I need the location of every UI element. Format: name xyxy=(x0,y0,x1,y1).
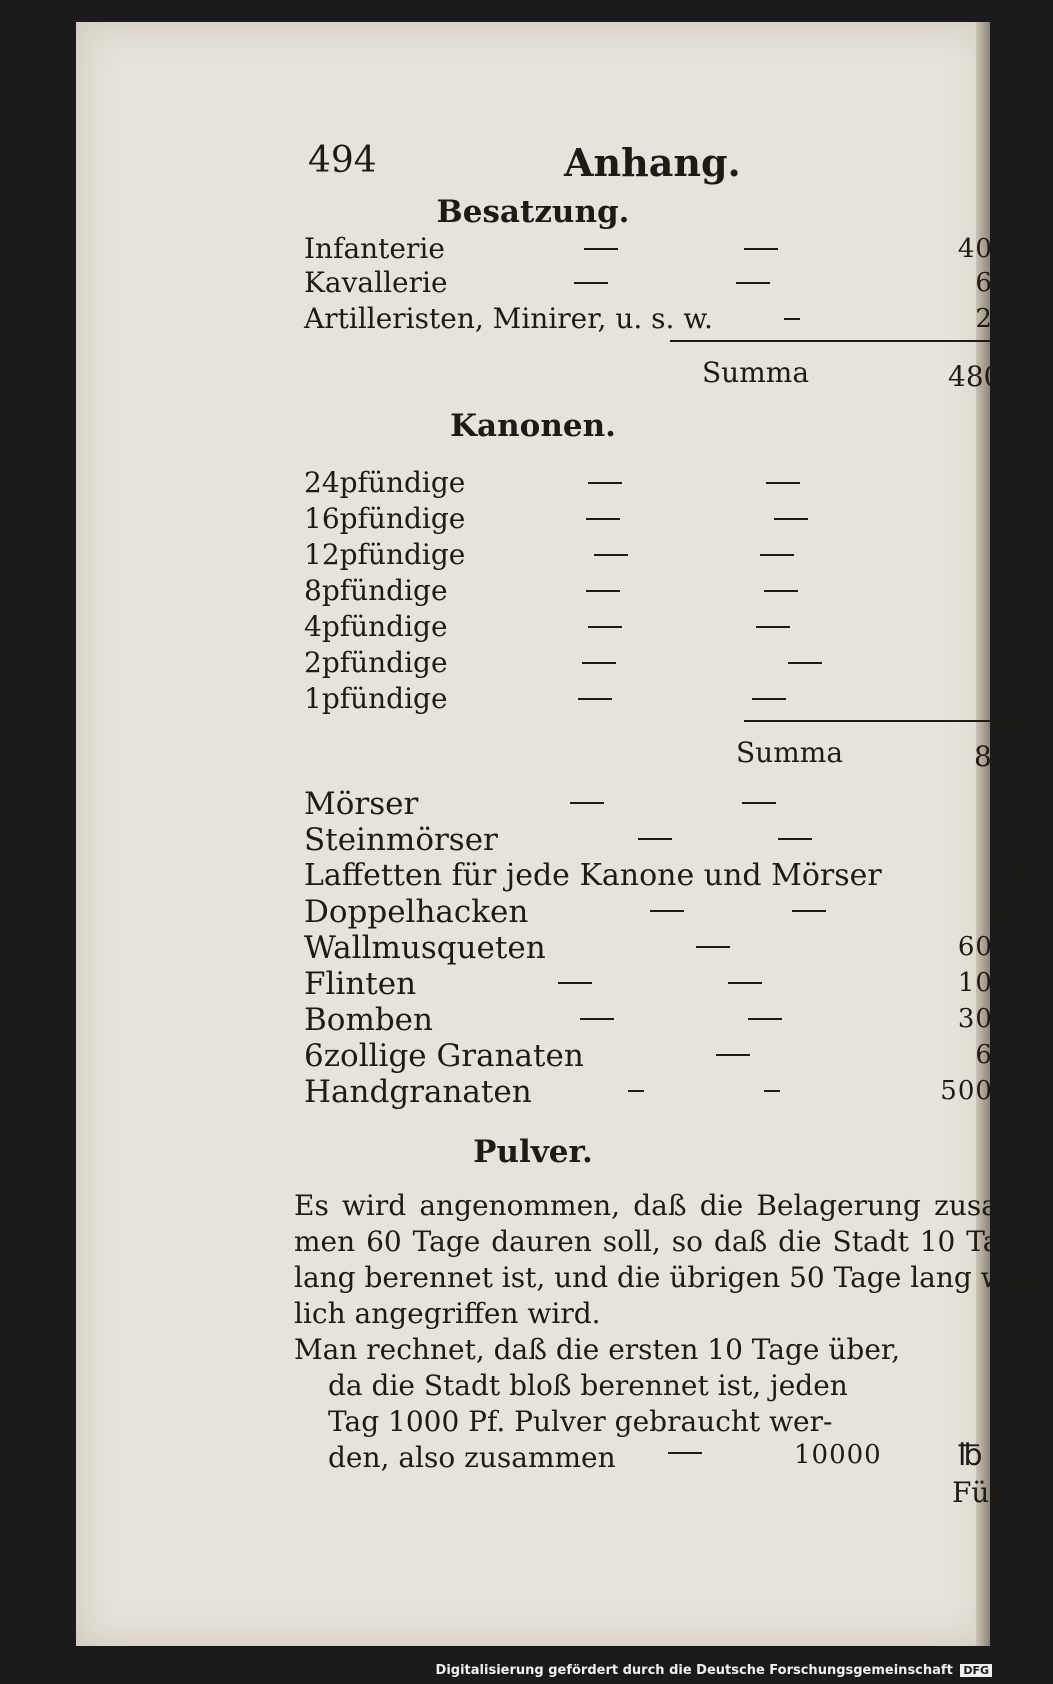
text-line: den, also zusammen xyxy=(328,1441,616,1474)
leader-dash xyxy=(716,1054,750,1056)
catchword: Für xyxy=(952,1476,1003,1509)
table-row xyxy=(304,682,1028,718)
sum-value: 4800 xyxy=(948,360,1020,393)
row-label: Steinmörser xyxy=(304,822,498,858)
row-label: Infanterie xyxy=(304,232,445,265)
leader-dash xyxy=(594,554,628,556)
leader-dash xyxy=(668,1452,702,1454)
row-label: 8pfündige xyxy=(304,574,448,607)
table-row xyxy=(304,822,1028,858)
section-title-kanonen: Kanonen. xyxy=(450,408,616,444)
row-label: 4pfündige xyxy=(304,610,448,643)
row-value: 10 xyxy=(992,504,1028,534)
table-row xyxy=(304,966,1028,1002)
leader-dash xyxy=(760,554,794,556)
table-row xyxy=(304,232,1028,268)
row-value: 50000 xyxy=(940,1076,1028,1106)
row-value: 1000 xyxy=(957,968,1028,998)
leader-dash xyxy=(774,518,808,520)
leader-dash xyxy=(742,802,776,804)
paragraph xyxy=(294,1188,1053,1332)
leader-dash xyxy=(582,662,616,664)
leader-dash xyxy=(784,318,800,320)
row-label: 2pfündige xyxy=(304,646,448,679)
row-label: Artilleristen, Minirer, u. s. w. xyxy=(304,302,713,335)
leader-dash xyxy=(586,518,620,520)
running-title: Anhang. xyxy=(564,140,741,185)
digitization-footer xyxy=(436,1663,992,1678)
table-row xyxy=(304,610,1028,646)
leader-dash xyxy=(752,698,786,700)
leader-dash xyxy=(650,910,684,912)
leader-dash xyxy=(766,482,800,484)
section-title-besatzung: Besatzung. xyxy=(436,194,630,230)
table-row xyxy=(304,1002,1028,1038)
row-label: Bomben xyxy=(304,1002,433,1038)
row-label: Wallmusqueten xyxy=(304,930,546,966)
row-value: 60 xyxy=(992,896,1028,926)
row-label: 12pfündige xyxy=(304,538,466,571)
table-row xyxy=(304,266,1028,302)
row-value: 8 xyxy=(1010,824,1028,854)
leader-dash xyxy=(586,590,620,592)
leader-dash xyxy=(756,626,790,628)
leader-dash xyxy=(558,982,592,984)
table-row xyxy=(304,1074,1028,1110)
text-line: da die Stadt bloß berennet ist, jeden xyxy=(328,1369,848,1402)
paragraph xyxy=(294,1332,1034,1476)
sum-rule xyxy=(670,340,1028,342)
row-value: 2 xyxy=(1010,860,1028,890)
footer-credit: Digitalisierung gefördert durch die Deutsche Forschungsgemeinschaft xyxy=(435,1663,953,1678)
row-label: Flinten xyxy=(304,966,417,1002)
row-label: 1pfündige xyxy=(304,682,448,715)
table-row xyxy=(304,894,1028,930)
row-value: 12 xyxy=(992,788,1028,818)
table-row xyxy=(304,538,1028,574)
table-row xyxy=(304,466,1028,502)
page-number: 494 xyxy=(308,140,377,181)
text-line: Man rechnet, daß die ersten 10 Tage über, xyxy=(294,1333,901,1366)
row-value: 600 xyxy=(975,1040,1028,1070)
dfg-logo: DFG xyxy=(960,1664,992,1677)
leader-dash xyxy=(736,282,770,284)
table-row xyxy=(304,1038,1028,1074)
leader-dash xyxy=(778,838,812,840)
text-line: lang berennet ist, und die übrigen 50 Tage lang wirk- xyxy=(294,1261,1053,1294)
leader-dash xyxy=(788,662,822,664)
row-label: Handgranaten xyxy=(304,1074,532,1110)
leader-dash xyxy=(628,1090,644,1092)
leader-dash xyxy=(744,248,778,250)
leader-dash xyxy=(588,626,622,628)
table-row xyxy=(304,858,1028,894)
leader-dash xyxy=(696,946,730,948)
row-label: Mörser xyxy=(304,786,419,822)
table-row xyxy=(304,302,1028,338)
row-value: 10 xyxy=(992,540,1028,570)
page-header xyxy=(76,140,990,190)
book-page xyxy=(76,22,1053,1646)
row-value: 16 xyxy=(992,576,1028,606)
row-value: 20 xyxy=(992,612,1028,642)
table-row xyxy=(304,930,1028,966)
table-row xyxy=(304,502,1028,538)
row-value: 10000 xyxy=(794,1440,882,1470)
leader-dash xyxy=(748,1018,782,1020)
text-line: men 60 Tage dauren soll, so daß die Stadt 10 Tage xyxy=(294,1225,1034,1258)
leader-dash xyxy=(570,802,604,804)
leader-dash xyxy=(578,698,612,700)
text-line: lich angegriffen wird. xyxy=(294,1297,601,1330)
row-value: 4000 xyxy=(957,234,1028,264)
row-label: 16pfündige xyxy=(304,502,466,535)
leader-dash xyxy=(574,282,608,284)
sum-value: 80 xyxy=(974,740,1010,773)
text-line: Tag 1000 Pf. Pulver gebraucht wer- xyxy=(328,1405,833,1438)
row-value: 6 xyxy=(1010,684,1028,714)
leader-dash xyxy=(764,590,798,592)
row-value: 600 xyxy=(975,268,1028,298)
section-title-pulver: Pulver. xyxy=(473,1134,593,1170)
row-value: 8 xyxy=(1010,648,1028,678)
leader-dash xyxy=(584,248,618,250)
leader-dash xyxy=(728,982,762,984)
row-label: Laffetten für jede Kanone und Mörser xyxy=(304,858,882,893)
row-label: 24pfündige xyxy=(304,466,466,499)
table-row xyxy=(304,786,1028,822)
sum-label: Summa xyxy=(736,736,844,769)
row-value: 6000 xyxy=(957,932,1028,962)
leader-dash xyxy=(588,482,622,484)
leader-dash xyxy=(638,838,672,840)
text-line: Es wird angenommen, daß die Belagerung zusam- xyxy=(294,1189,1034,1222)
row-value: 3000 xyxy=(957,1004,1028,1034)
leader-dash xyxy=(580,1018,614,1020)
row-label: 6zollige Granaten xyxy=(304,1038,584,1074)
table-row xyxy=(304,574,1028,610)
leader-dash xyxy=(792,910,826,912)
sum-rule xyxy=(744,720,1028,722)
row-label: Kavallerie xyxy=(304,266,448,299)
leader-dash xyxy=(764,1090,780,1092)
unit-pound-symbol: ℔ xyxy=(958,1438,983,1473)
row-label: Doppelhacken xyxy=(304,894,529,930)
row-value: 10 xyxy=(992,468,1028,498)
sum-label: Summa xyxy=(702,356,810,389)
row-value: 200 xyxy=(975,304,1028,334)
table-row xyxy=(304,646,1028,682)
